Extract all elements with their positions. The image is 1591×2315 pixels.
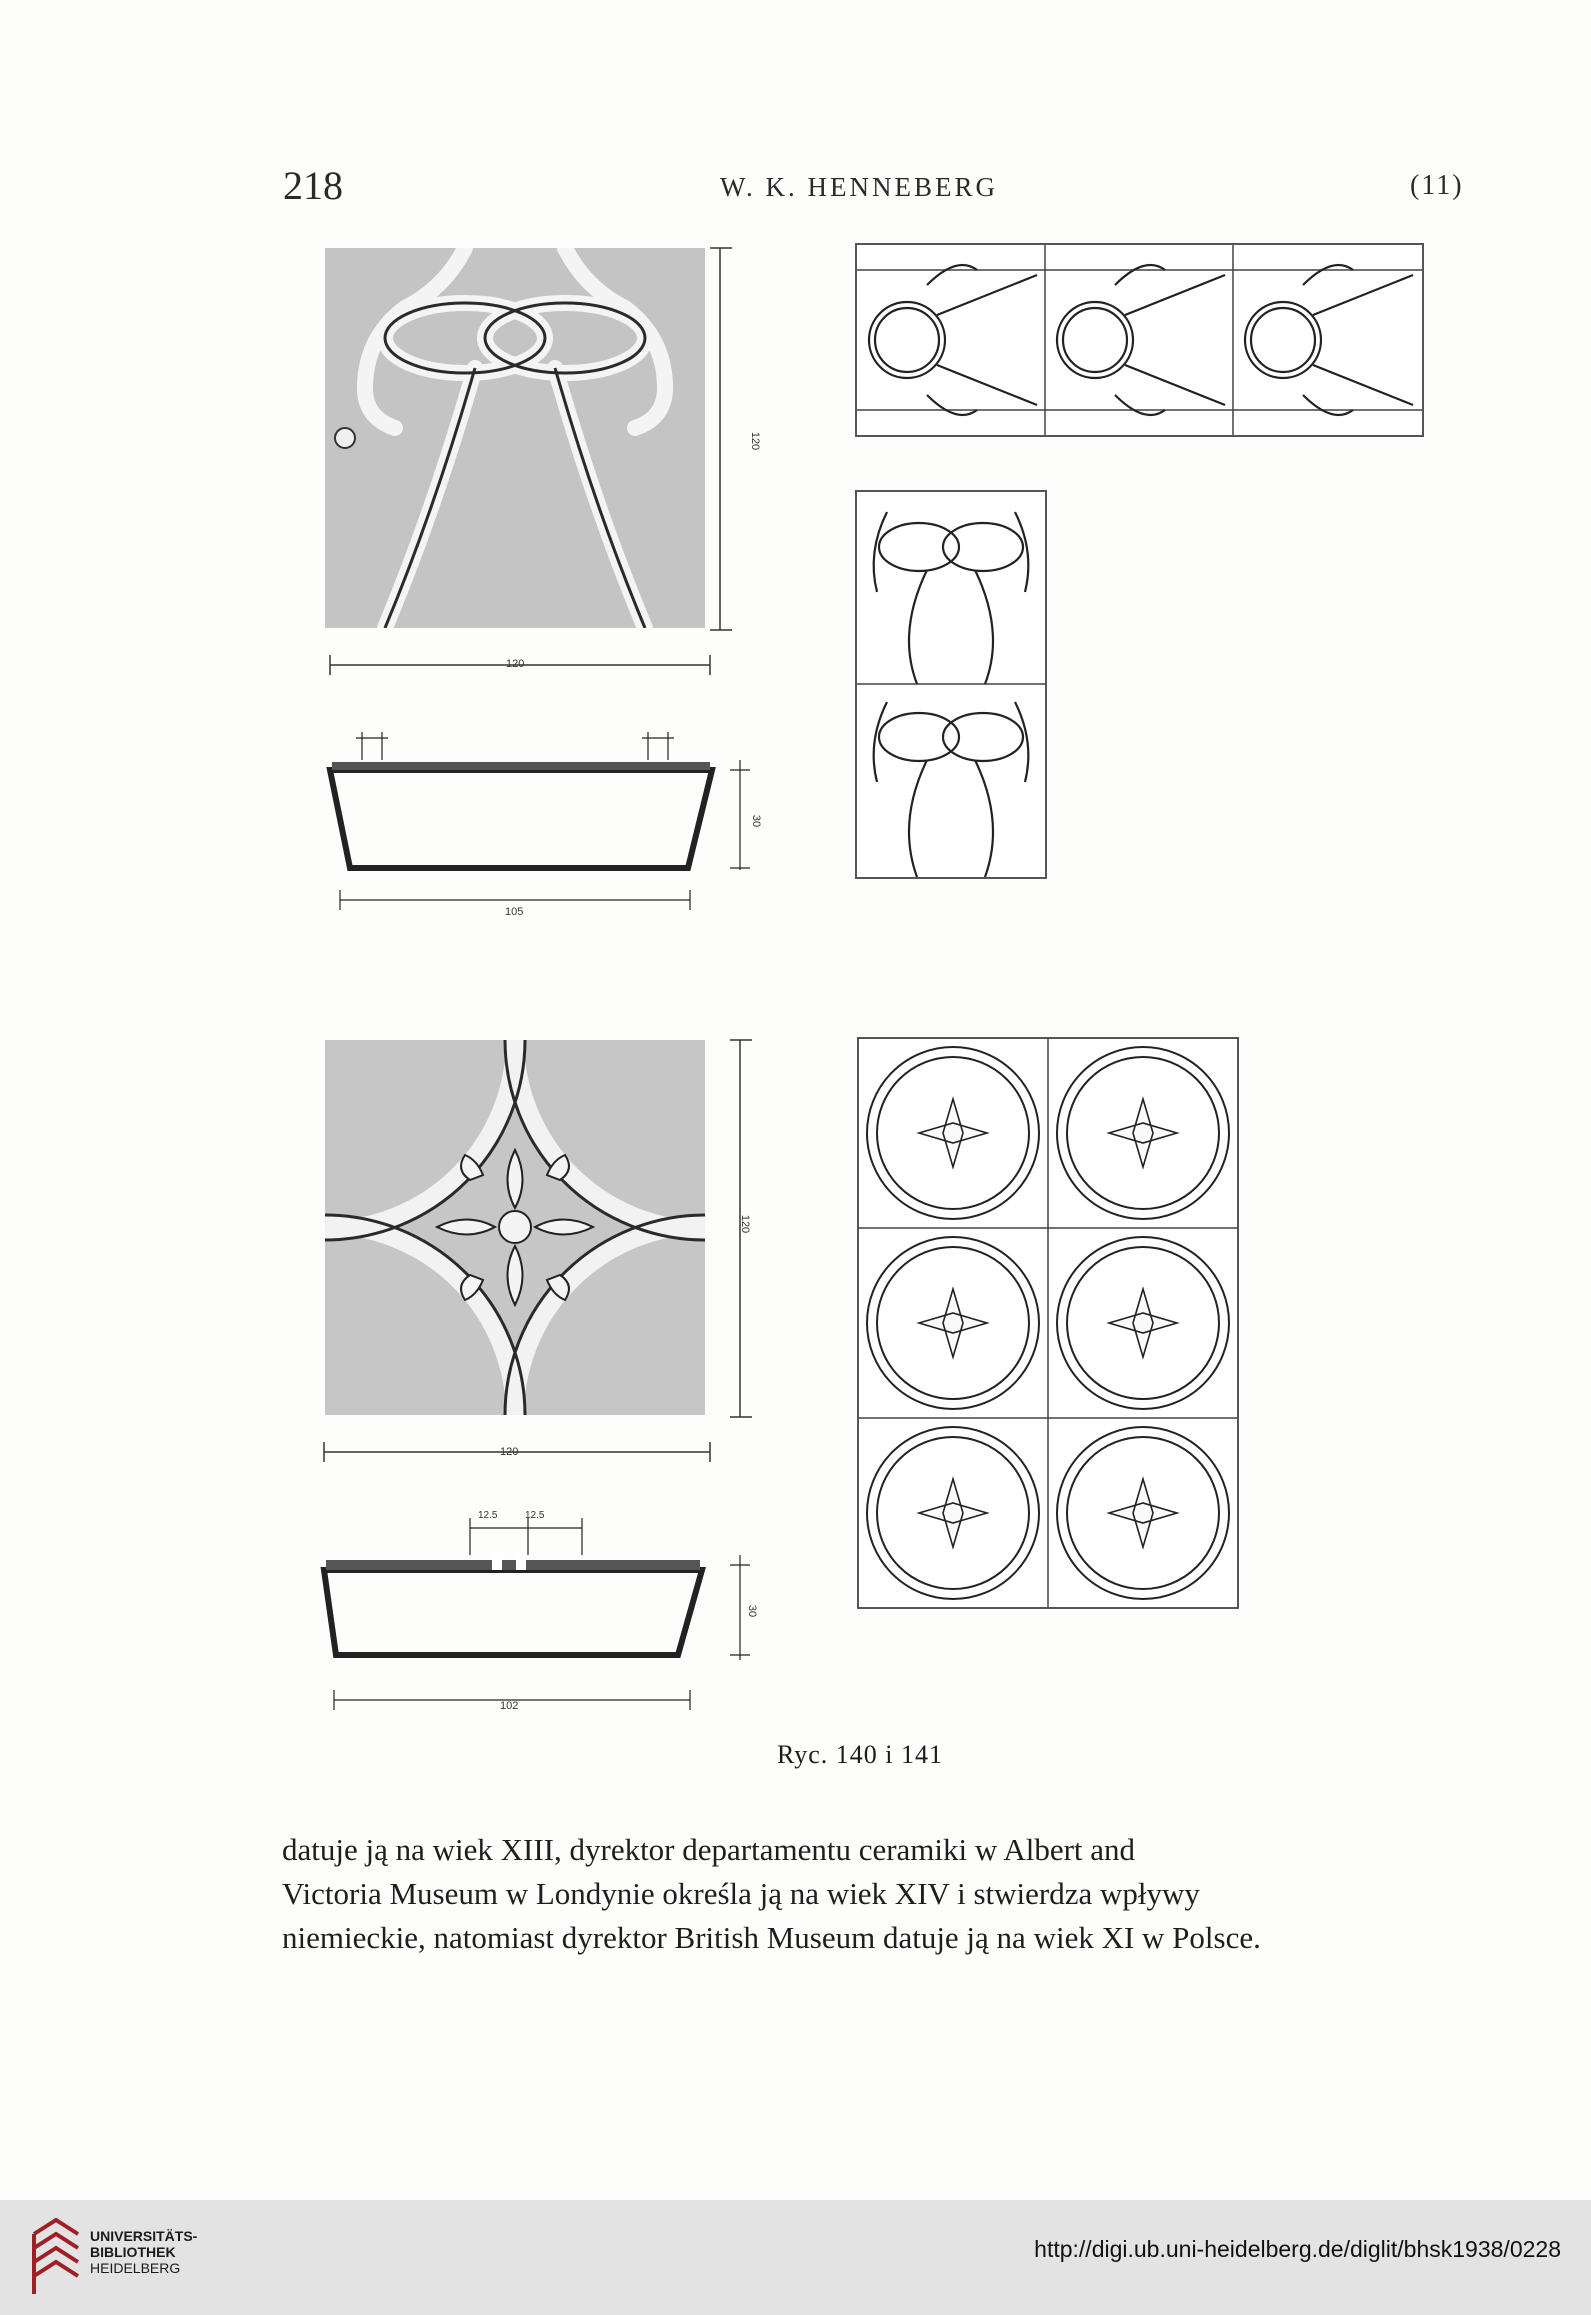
dimension-base-bottom: 102 <box>500 1700 519 1712</box>
body-line-1: datuje ją na wiek XIII, dyrektor departamentu ceramiki w Albert and <box>282 1832 1136 1867</box>
dimension-gap-right: 12.5 <box>525 1510 545 1521</box>
dimension-base-top: 105 <box>505 906 524 918</box>
library-name-line-3: HEIDELBERG <box>90 2260 181 2276</box>
tile-section-top <box>320 720 763 910</box>
source-url[interactable]: http://digi.ub.uni-heidelberg.de/diglit/bhsk1938/0228 <box>1034 2236 1561 2262</box>
figure-caption: Ryc. 140 i 141 <box>776 1740 944 1769</box>
page-number: 218 <box>283 163 343 208</box>
library-name-line-1: UNIVERSITÄTS- <box>90 2228 198 2244</box>
dimension-depth-top: 30 <box>750 814 763 828</box>
tile-drawing-vertical <box>855 490 1047 879</box>
dimension-height-bottom: 120 <box>739 1214 752 1234</box>
library-logo-icon <box>28 2214 84 2300</box>
tile-section-bottom <box>320 1500 760 1715</box>
section-number: (11) <box>1410 170 1464 201</box>
dimension-lines-top <box>320 240 760 680</box>
running-title: W. K. HENNEBERG <box>720 172 998 202</box>
dimension-depth-bottom: 30 <box>746 1604 759 1618</box>
body-line-3: niemieckie, natomiast dyrektor British Museum datuje ją na wiek XI w Polsce. <box>282 1920 1261 1955</box>
library-name-line-2: BIBLIOTHEK <box>90 2244 176 2260</box>
library-name <box>90 2228 197 2276</box>
dimension-height-top: 120 <box>749 431 762 451</box>
dimension-width-top: 120 <box>506 658 525 670</box>
tile-drawing-frieze <box>855 243 1424 437</box>
footer-bar <box>0 2200 1591 2315</box>
body-line-2: Victoria Museum w Londynie określa ją na wiek XIV i stwierdza wpływy <box>282 1876 1200 1911</box>
dimension-gap-left: 12.5 <box>478 1510 498 1521</box>
dimension-width-bottom: 120 <box>500 1446 519 1458</box>
tile-drawing-grid <box>857 1037 1239 1609</box>
body-paragraph <box>282 1828 1462 1960</box>
dimension-lines-bottom <box>320 1032 760 1467</box>
